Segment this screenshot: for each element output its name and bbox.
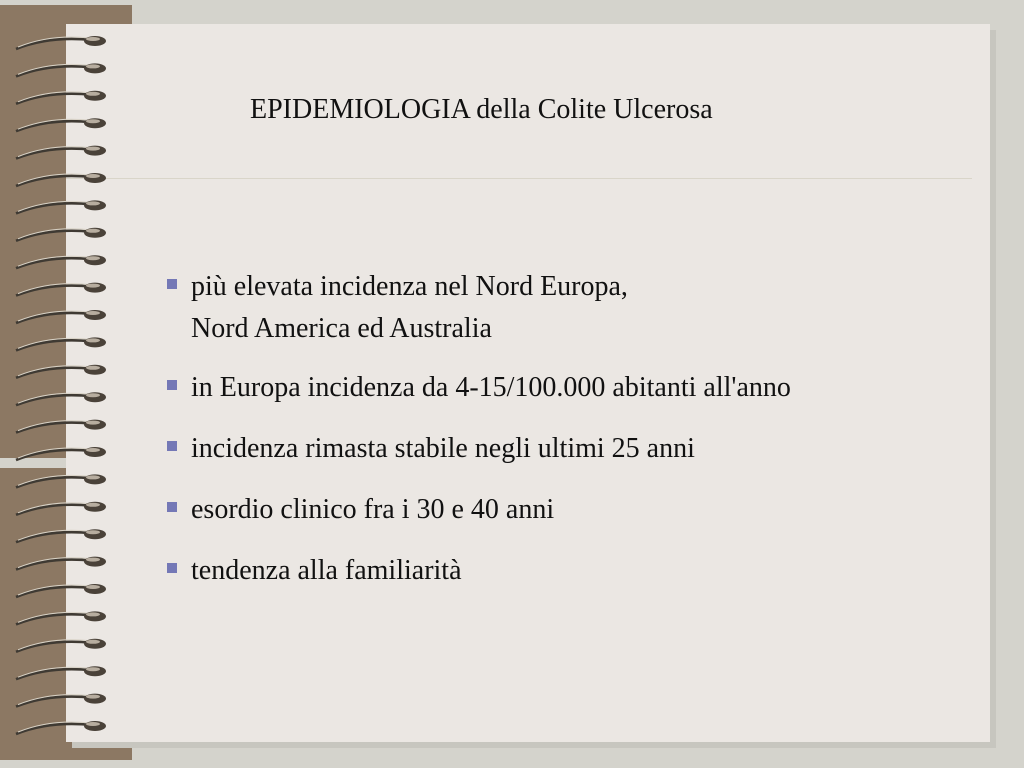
spiral-ring-icon	[16, 200, 106, 213]
spiral-ring-icon	[16, 365, 106, 378]
spiral-ring-icon	[16, 474, 106, 487]
spiral-ring-icon	[16, 529, 106, 542]
bullet-item	[166, 266, 628, 350]
spiral-ring-icon	[16, 283, 106, 296]
spiral-ring-icon	[16, 337, 106, 350]
bullet-square-icon	[167, 279, 177, 289]
spiral-ring-icon	[16, 502, 106, 515]
spiral-ring-icon	[16, 255, 106, 268]
bullet-square-icon	[167, 380, 177, 390]
spiral-ring-icon	[16, 392, 106, 405]
bullet-item	[166, 428, 695, 470]
spiral-ring-icon	[16, 584, 106, 597]
bullet-square-icon	[167, 441, 177, 451]
spiral-ring-icon	[16, 63, 106, 76]
bullet-item	[166, 489, 554, 531]
spiral-ring-icon	[16, 447, 106, 460]
slide-title: EPIDEMIOLOGIA della Colite Ulcerosa	[250, 94, 713, 125]
spiral-ring-icon	[16, 36, 106, 49]
spiral-ring-icon	[16, 666, 106, 679]
spiral-ring-icon	[16, 611, 106, 624]
bullet-text: in Europa incidenza da 4-15/100.000 abitanti all'anno	[191, 372, 791, 403]
bullet-text: più elevata incidenza nel Nord Europa,	[191, 271, 628, 302]
spiral-ring-icon	[16, 639, 106, 652]
spiral-ring-icon	[16, 91, 106, 104]
spiral-ring-icon	[16, 118, 106, 131]
bullet-item	[166, 550, 462, 592]
spiral-ring-icon	[16, 146, 106, 159]
bullet-text-continuation: Nord America ed Australia	[191, 313, 492, 344]
spiral-ring-icon	[16, 557, 106, 570]
spiral-ring-icon	[16, 694, 106, 707]
spiral-ring-icon	[16, 173, 106, 186]
bullet-text: tendenza alla familiarità	[191, 555, 462, 586]
spiral-ring-icon	[16, 310, 106, 323]
title-divider	[66, 178, 972, 179]
bullet-square-icon	[167, 563, 177, 573]
spiral-rings	[0, 0, 130, 768]
spiral-ring-icon	[16, 721, 106, 734]
bullet-text: esordio clinico fra i 30 e 40 anni	[191, 494, 555, 525]
bullet-square-icon	[167, 502, 177, 512]
spiral-ring-icon	[16, 228, 106, 241]
bullet-text: incidenza rimasta stabile negli ultimi 25 anni	[191, 433, 695, 464]
bullet-item	[166, 367, 791, 409]
spiral-ring-icon	[16, 420, 106, 433]
